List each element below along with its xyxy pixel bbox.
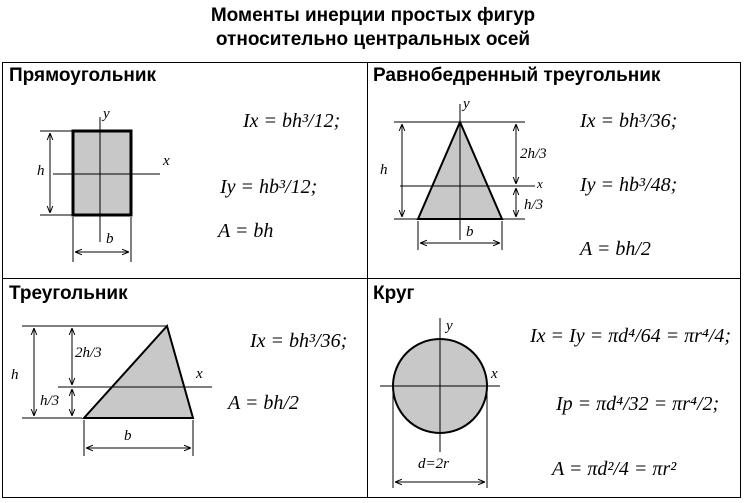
rectangle-diagram	[40, 117, 160, 262]
rectangle-shape	[73, 131, 131, 215]
triangle-diagram	[22, 326, 212, 456]
rectangle-y-label: y	[103, 106, 110, 122]
isosceles-b-label: b	[466, 224, 474, 240]
isosceles-y-label: y	[463, 96, 470, 112]
isosceles-x-label: x	[537, 176, 543, 191]
formula-tri-ix: Ix = bh³/36;	[250, 330, 348, 352]
page-title-line-1: Моменты инерции простых фигур	[210, 5, 536, 26]
formula-rect-ix: Ix = bh³/12;	[243, 110, 341, 132]
formula-rect-iy: Iy = hb³/12;	[220, 176, 318, 198]
triangle-shape	[84, 326, 193, 418]
circle-title: Круг	[373, 283, 415, 304]
triangle-2h3-label: 2h/3	[75, 345, 102, 361]
isosceles-2h3-label: 2h/3	[520, 146, 547, 162]
triangle-h-label: h	[11, 367, 19, 383]
rectangle-x-label: x	[163, 153, 170, 169]
formula-circle-ip: Ip = πd⁴/32 = πr⁴/2;	[556, 393, 720, 415]
triangle-x-label: x	[196, 366, 203, 382]
isosceles-diagram	[394, 104, 535, 250]
circle-y-label: y	[446, 318, 453, 334]
triangle-h3-label: h/3	[40, 393, 60, 409]
circle-x-label: x	[491, 366, 498, 382]
triangle-b-label: b	[124, 428, 132, 444]
formula-iso-iy: Iy = hb³/48;	[580, 174, 678, 196]
isosceles-h3-label: h/3	[524, 197, 544, 213]
isosceles-title: Равнобедренный треугольник	[373, 65, 661, 86]
circle-d-label: d=2r	[418, 456, 449, 472]
rectangle-b-label: b	[106, 231, 114, 247]
page-title-line-2: относительно центральных осей	[215, 29, 531, 50]
triangle-title: Треугольник	[9, 283, 128, 304]
formula-circle-i: Ix = Iy = πd⁴/64 = πr⁴/4;	[530, 325, 732, 347]
formula-iso-area: A = bh/2	[580, 238, 651, 260]
formula-rect-area: A = bh	[218, 220, 274, 242]
rectangle-title: Прямоугольник	[9, 65, 157, 86]
formula-circle-area: A = πd²/4 = πr²	[552, 458, 677, 480]
rectangle-h-label: h	[37, 163, 45, 179]
isosceles-h-label: h	[380, 162, 388, 178]
formula-tri-area: A = bh/2	[228, 392, 299, 414]
formula-iso-ix: Ix = bh³/36;	[580, 110, 678, 132]
